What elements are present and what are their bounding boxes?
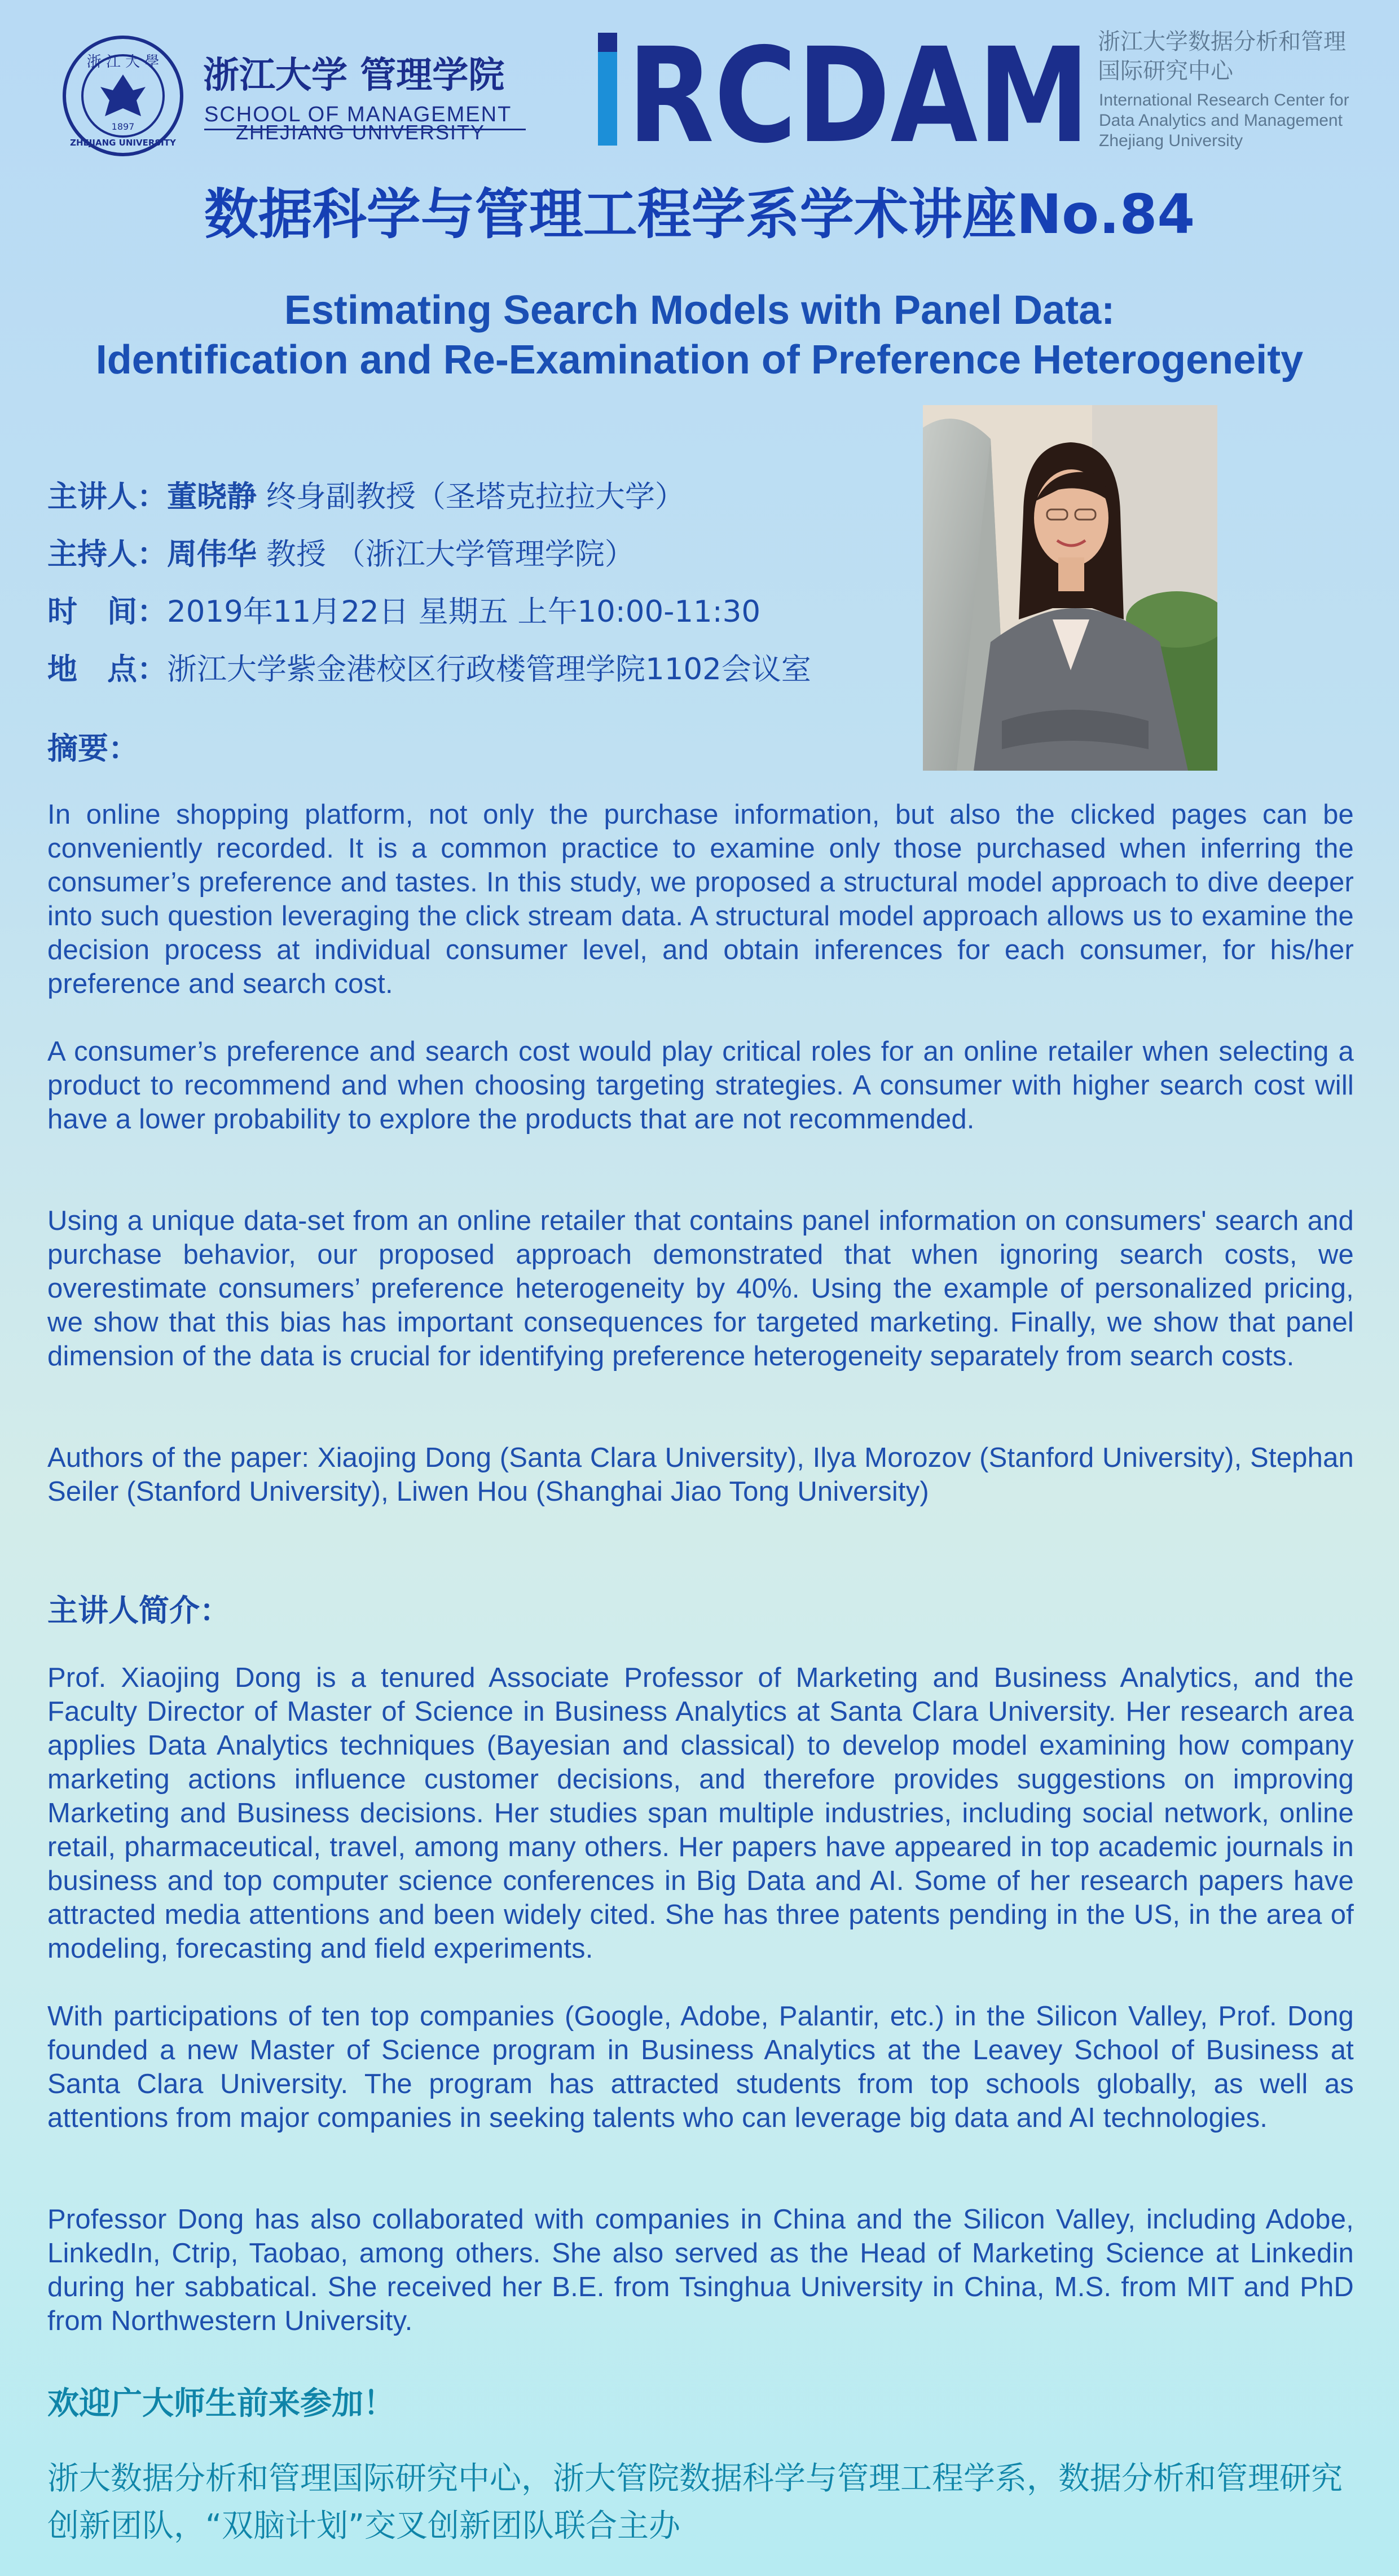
bio-paragraph-2: With participations of ten top companies (Google, Adobe, Palantir, etc.) in the Silicon Valley, Prof. Dong founded a new Master of Science program in Business Analytics at the Leavey School of Business at Santa Clara University. The program has attracted students from top schools globally, as well as attentions from major companies in seeking talents who can leverage big data and AI technologies. [47,2001,1354,2133]
place-value: 浙江大学紫金港校区行政楼管理学院1102会议室 [167,652,811,687]
svg-text:ZHEJIANG UNIVERSITY: ZHEJIANG UNIVERSITY [70,138,176,148]
university-name-english: ZHEJIANG UNIVERSITY [236,121,486,144]
paper-authors: Authors of the paper: Xiaojing Dong (Santa Clara University), Ilya Morozov (Stanford University), Stephan Seiler (Stanford University), Liwen Hou (Shanghai Jiao Tong University) [47,1443,1354,1507]
time-row [47,588,760,631]
bio-paragraph-3: Professor Dong has also collaborated with companies in China and the Silicon Valley, including Adobe, LinkedIn, Ctrip, Taobao, among others. She also served as the Head of Marketing Science at Linkedin during her sabbatical. She received her B.E. from Tsinghua University in China, M.S. from MIT and PhD from Northwestern University. [47,2204,1354,2336]
school-name-chinese: 浙江大学 管理学院 [203,54,505,96]
speaker-detail: 终身副教授（圣塔克拉拉大学） [257,480,685,514]
abstract-paragraph-3: Using a unique data-set from an online retailer that contains panel information on consumers' search and purchase behavior, our proposed approach demonstrated that when ignoring search costs, we overestimate consumers’ preference heterogeneity by 40%. Using the example of personalized pricing, we show that this bias has important consequences for targeted marketing. Finally, we show that panel dimension of the data is crucial for identifying preference heterogeneity separately from search costs. [47,1206,1354,1371]
time-label: 时 间： [47,595,167,629]
host-row [47,530,635,573]
research-center-name-chinese: 浙江大学数据分析和管理国际研究中心 [1098,29,1346,84]
svg-text:1897: 1897 [111,121,135,132]
bio-paragraph-1: Prof. Xiaojing Dong is a tenured Associate Professor of Marketing and Business Analytics, and the Faculty Director of Master of Science in Business Analytics at Santa Clara University. Her research area applies Data Analytics techniques (Bayesian and classical) to develop model examining how company marketing actions influence customer decisions, and therefore provides suggestions on improving Marketing and Business decisions. Her studies span multiple industries, including social network, online retail, pharmaceutical, travel, among many others. Her papers have appeared in top academic journals in business and top computer science conferences in Big Data and AI. Some of her research papers have attracted media attentions and been widely cited. She has three patents pending in the US, in the area of modeling, forecasting and field experiments. [47,1663,1354,1964]
organizers-text: 浙大数据分析和管理国际研究中心，浙大管院数据科学与管理工程学系，数据分析和管理研究创新团队，“双脑计划”交叉创新团队联合主办 [47,2460,1343,2544]
place-row [47,645,811,688]
research-center-name-english: International Research Center for Data Analytics and Management Zhejiang University [1099,91,1349,150]
speaker-bio-heading: 主讲人简介： [47,1593,230,1628]
host-name: 周伟华 [167,537,257,572]
school-name-english: SCHOOL OF MANAGEMENT [204,103,512,126]
abstract-paragraph-2: A consumer’s preference and search cost would play critical roles for an online retailer when selecting a product to recommend and when choosing targeting strategies. A consumer with higher search cost will have a lower probability to explore the products that are not recommended. [47,1036,1354,1135]
abstract-heading: 摘要： [47,731,139,766]
talk-title [34,285,1365,385]
speaker-label: 主讲人： [47,480,167,514]
time-value: 2019年11月22日 星期五 上午10:00-11:30 [167,595,761,629]
host-detail: 教授 （浙江大学管理学院） [257,537,635,572]
talk-title-line-2: Identification and Re-Examination of Preference Heterogeneity [95,337,1304,383]
talk-title-line-1: Estimating Search Models with Panel Data: [284,288,1115,333]
lecture-series-title: 数据科学与管理工程学系学术讲座No.84 [204,183,1195,246]
svg-text:RCDAM: RCDAM [627,27,1090,151]
abstract-paragraph-1: In online shopping platform, not only the purchase information, but also the clicked pages can be conveniently recorded. It is a common practice to examine only those purchased when inferring the consumer’s preference and tastes. In this study, we proposed a structural model approach to dive deeper into such question leveraging the click stream data. A structural model approach allows us to examine the decision process at individual consumer level, and obtain inferences for each consumer, for his/her preference and search cost. [47,799,1354,999]
zhejiang-university-seal-logo [61,34,185,158]
welcome-message: 欢迎广大师生前来参加！ [47,2385,395,2422]
svg-text:浙 江 大 學: 浙 江 大 學 [86,54,160,71]
speaker-photo [923,405,1217,771]
host-label: 主持人： [47,537,167,572]
speaker-row [47,473,685,516]
ircdam-logo [598,27,1094,151]
speaker-name: 董晓静 [167,480,257,514]
place-label: 地 点： [47,652,167,687]
